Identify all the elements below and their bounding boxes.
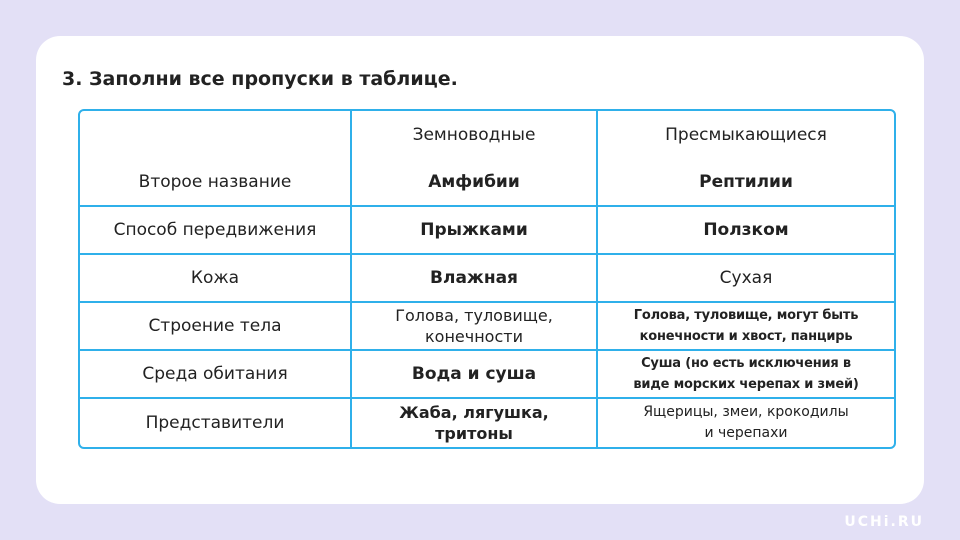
row-label: Кожа bbox=[80, 255, 352, 303]
header-amphibians: Земноводные bbox=[352, 111, 598, 159]
table-row bbox=[80, 303, 894, 351]
table-row bbox=[80, 255, 894, 303]
amphibian-cell[interactable]: Вода и суша bbox=[352, 351, 598, 399]
row-label: Среда обитания bbox=[80, 351, 352, 399]
row-label: Представители bbox=[80, 399, 352, 447]
row-label: Второе название bbox=[80, 159, 352, 207]
reptile-cell[interactable]: Ползком bbox=[598, 207, 894, 255]
reptile-cell[interactable]: Рептилии bbox=[598, 159, 894, 207]
table-row bbox=[80, 351, 894, 399]
row-label: Способ передвижения bbox=[80, 207, 352, 255]
header-empty-cell bbox=[80, 111, 352, 159]
amphibian-cell[interactable]: Амфибии bbox=[352, 159, 598, 207]
reptile-cell[interactable]: Суша (но есть исключения в виде морских черепах и змей) bbox=[598, 351, 894, 399]
table-header-row bbox=[80, 111, 894, 159]
table-row bbox=[80, 159, 894, 207]
reptile-cell[interactable]: Сухая bbox=[598, 255, 894, 303]
table-row bbox=[80, 399, 894, 447]
uchi-ru-watermark: UCHi.RU bbox=[844, 514, 924, 530]
header-reptiles: Пресмыкающиеся bbox=[665, 125, 827, 145]
row-label: Строение тела bbox=[80, 303, 352, 351]
reptile-cell[interactable]: Голова, туловище, могут быть конечности и хвост, панцирь bbox=[598, 303, 894, 351]
amphibian-cell[interactable]: Прыжками bbox=[352, 207, 598, 255]
task-title: 3. Заполни все пропуски в таблице. bbox=[62, 68, 458, 90]
amphibian-cell[interactable]: Жаба, лягушка, тритоны bbox=[352, 399, 598, 447]
table-row bbox=[80, 207, 894, 255]
fill-table bbox=[78, 109, 896, 449]
amphibian-cell[interactable]: Влажная bbox=[352, 255, 598, 303]
amphibian-cell[interactable]: Голова, туловище, конечности bbox=[352, 303, 598, 351]
reptile-cell[interactable]: Ящерицы, змеи, крокодилы и черепахи bbox=[643, 404, 849, 441]
